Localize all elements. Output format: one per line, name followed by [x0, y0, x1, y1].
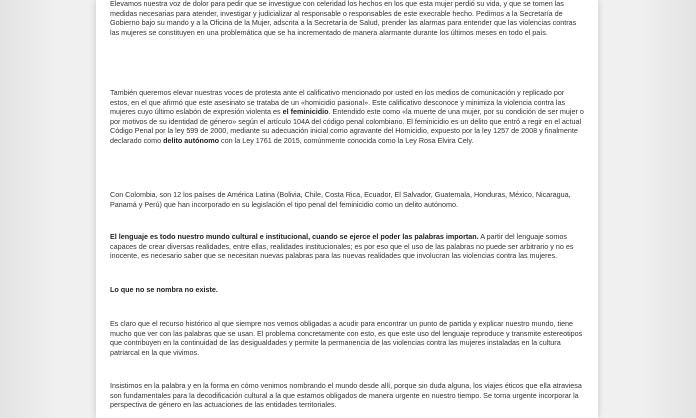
paragraph-4-bold: El lenguaje es todo nuestro mundo cultural e institucional, cuando se ejerce el poder las palabras importan.	[110, 232, 479, 241]
paragraph-3: Con Colombia, son 12 los países de América Latina (Bolivia, Chile, Costa Rica, Ecuador, El Salvador, Guatemala, Honduras, México, Nicaragua, Panamá y Perú) que han incorporado en su legislación el tipo penal del feminicidio como un delito autónomo.	[110, 190, 571, 209]
paragraph-4-text: A partir del lenguaje somos capaces de crear diversas realidades, entre ellas, realidades institucionales; es por eso que el uso de las palabras no puede ser arbitrario y no es inocente, es necesario saber que se necesitan nuevas palabras para las nuevas realidades que involucran las violencias contra las mujeres.	[110, 232, 574, 261]
paragraph-1: Elevamos nuestra voz de dolor para pedir que se investigue con celeridad los hechos en los que esta mujer perdió su vida, y que se tomen las medidas necesarias para atender, investigar y judicializar al responsable o responsables de este execrable hecho. Pedimos a la Secretaría de Gobierno bajo su mando y a la Oficina de la Mujer, adscrita a la Secretaría de Salud, prender las alarmas para entender que las violencias contras las mujeres se constituyen en una problemática que se ha incrementado de manera alarmante durante los últimos meses en todo el país.	[110, 0, 577, 37]
paragraph-2-bold-feminicidio: el feminicidio	[282, 107, 329, 117]
paragraph-7: Insistimos en la palabra y en la forma en cómo venimos nombrando el mundo desde allí, porque sin duda alguna, los viajes éticos que ella atraviesa son fundamentales para la decodificación cultural a la que estamos obligados de manera urgente en nuestro tiempo. Se torna urgente incorporar la perspectiva de género en las actuaciones de las entidades territoriales.	[110, 381, 582, 410]
paragraph-2	[110, 88, 584, 146]
paragraph-2-bold-delito: delito autónomo	[163, 135, 220, 145]
paragraph-2-text-c: con la Ley 1761 de 2015, comúnmente conocida como la Ley Rosa Elvira Cely.	[219, 135, 474, 145]
paragraph-5-bold: Lo que no se nombra no existe.	[110, 285, 218, 294]
paragraph-2-text-b: . Entendido este como «la muerte de una mujer, por su condición de ser mujer o por motivos de su identidad de género» según el artículo 104A del código penal colombiano. El feminicidio es un delito que entró a regir en el actual Código Penal por la ley 599 de 2000, mediante su adecuación inicial como agravante del Homicidio, expuesto por la ley 1257 de 2008 y finalmente declarado como	[110, 107, 584, 145]
document-page	[96, 0, 598, 418]
paragraph-5	[110, 285, 584, 295]
paragraph-6: Es claro que el recurso histórico al que siempre nos vemos obligadas a acudir para encontrar un punto de partida y explicar nuestro mundo, tiene mucho que ver con las palabras que se usan. El problema concretamente con esto, es que este uso del lenguaje reproduce y transmite estereotipos que contribuyen en la continuidad de las desigualdades y permite la permanencia de las violencias contra las mujeres instaladas en la cultura patriarcal en la que vivimos.	[110, 319, 583, 357]
paragraph-2-text-a: También queremos elevar nuestras voces de protesta ante el calificativo mencionado por usted en los medios de comunicación y replicado por estos, en el que afirmó que este asesinato se trataba de un «homicidio pasional». Este calificativo desconoce y minimiza la violencia contra las mujeres cuyo último eslabón de expresión violenta es	[110, 88, 566, 117]
paragraph-4	[110, 232, 584, 261]
